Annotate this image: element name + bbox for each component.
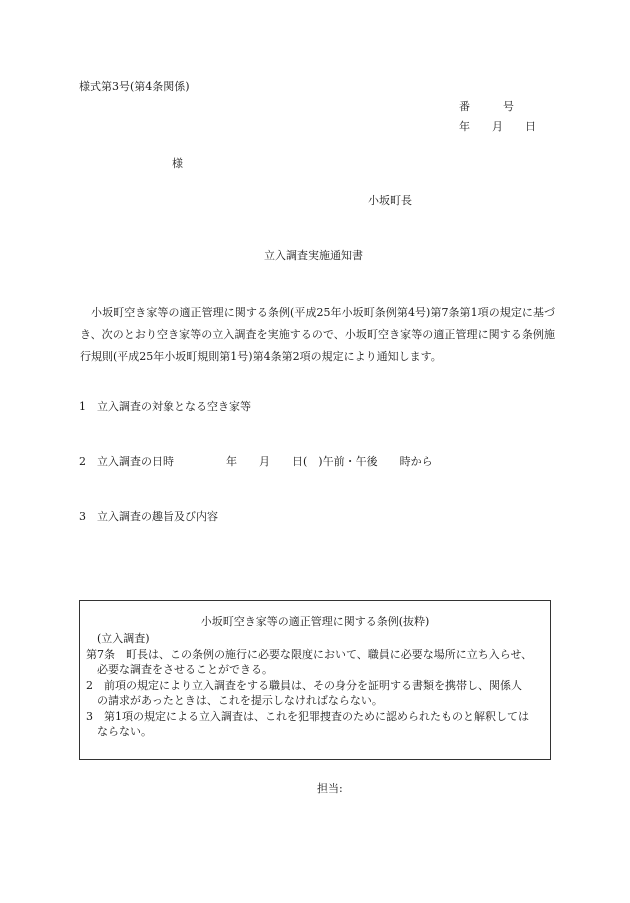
excerpt-heading: (立入調査) xyxy=(97,632,150,645)
contact-label: 担当: xyxy=(317,782,343,795)
body-paragraph xyxy=(80,302,555,368)
number-label: 番 号 xyxy=(459,100,514,113)
excerpt-title: 小坂町空き家等の適正管理に関する条例(抜粋) xyxy=(200,615,430,628)
document-title: 立入調査実施通知書 xyxy=(264,249,363,262)
item-2-datetime: 年 月 日( )午前・午後 時から xyxy=(226,455,433,468)
excerpt-line: 第7条 町長は、この条例の施行に必要な限度において、職員に必要な場所に立ち入らせ、 xyxy=(86,648,533,661)
body-text: 小坂町空き家等の適正管理に関する条例(平成25年小坂町条例第4号)第7条第1項の規定に基づき、次のとおり空き家等の立入調査を実施するので、小坂町空き家等の適正管理に関する条例施行規則(平成25年小坂町規則第1号)第4条第2項の規定により通知します。 xyxy=(80,306,555,363)
excerpt-line: 必要な調査をさせることができる。 xyxy=(97,663,273,676)
item-3: 3 立入調査の趣旨及び内容 xyxy=(79,510,218,523)
excerpt-line: の請求があったときは、これを提示しなければならない。 xyxy=(97,694,383,707)
excerpt-line: ならない。 xyxy=(97,725,152,738)
sender-name: 小坂町長 xyxy=(368,194,412,207)
item-2-label: 2 立入調査の日時 xyxy=(79,455,174,468)
excerpt-line: 3 第1項の規定による立入調査は、これを犯罪捜査のために認められたものと解釈しては xyxy=(86,710,529,723)
date-label: 年 月 日 xyxy=(459,120,536,133)
ordinance-excerpt-box xyxy=(79,600,551,760)
excerpt-line: 2 前項の規定により立入調査をする職員は、その身分を証明する書類を携帯し、関係人 xyxy=(86,679,522,692)
form-label: 様式第3号(第4条関係) xyxy=(79,80,190,93)
addressee-suffix: 様 xyxy=(172,157,183,170)
item-1: 1 立入調査の対象となる空き家等 xyxy=(79,400,251,413)
